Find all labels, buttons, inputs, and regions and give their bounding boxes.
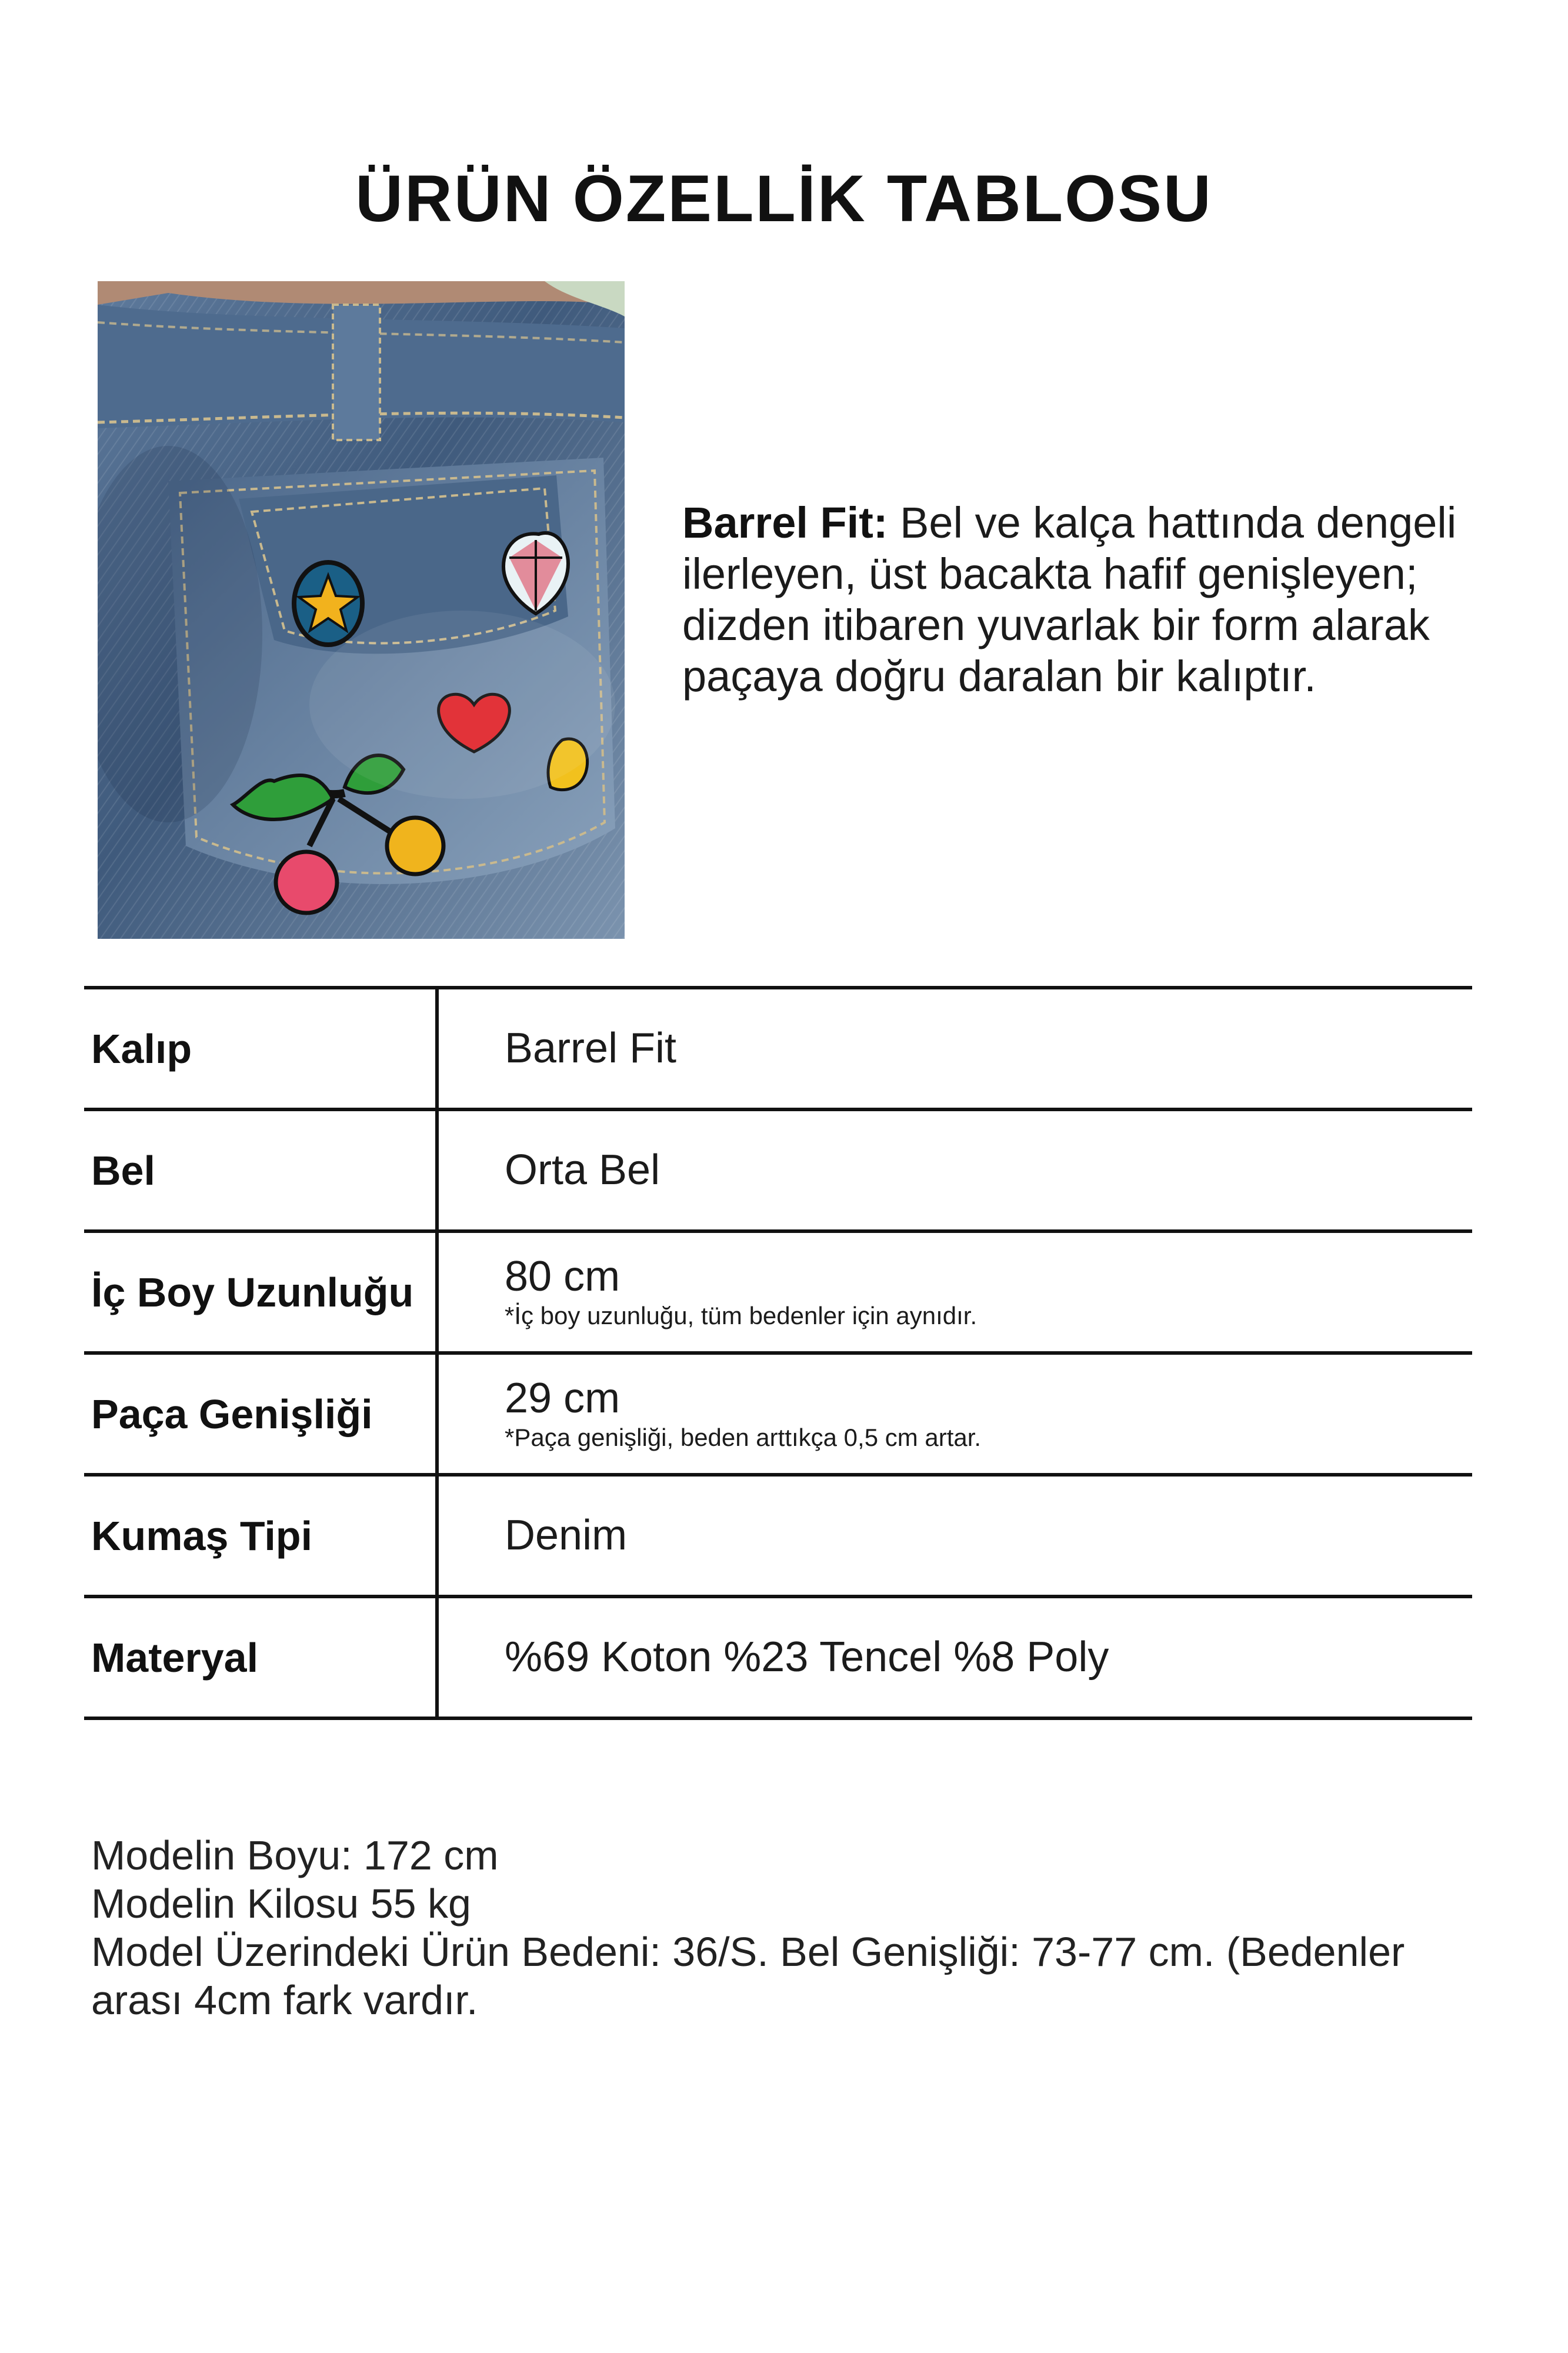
spec-label: Bel	[91, 1147, 155, 1194]
column-divider	[435, 1598, 439, 1717]
column-divider	[435, 1233, 439, 1351]
product-photo	[98, 281, 625, 939]
fit-description-text: Bel ve kalça hattında dengeli ilerleyen, üst bacakta hafif genişleyen; dizden itibaren yuvarlak bir form alarak paçaya doğru daralan bir kalıptır.	[682, 498, 1457, 701]
model-weight: Modelin Kilosu 55 kg	[91, 1881, 471, 1927]
spec-label: Kalıp	[91, 1025, 192, 1072]
model-height: Modelin Boyu: 172 cm	[91, 1832, 499, 1878]
spec-label: Paça Genişliği	[91, 1391, 373, 1437]
spec-label: İç Boy Uzunluğu	[91, 1269, 414, 1315]
spec-label: Materyal	[91, 1634, 259, 1681]
spec-row-kumas	[84, 1477, 1472, 1598]
spec-value-cell	[505, 1355, 981, 1473]
column-divider	[435, 1355, 439, 1473]
column-divider	[435, 989, 439, 1108]
spec-table	[84, 986, 1472, 1720]
spec-value: 29 cm	[505, 1374, 620, 1422]
spec-value-cell	[505, 1477, 627, 1595]
spec-value-cell	[505, 1233, 977, 1351]
spec-row-paca	[84, 1355, 1472, 1477]
model-info	[91, 1831, 1491, 2024]
spec-note: *İç boy uzunluğu, tüm bedenler için aynıdır.	[505, 1301, 978, 1329]
spec-value-cell	[505, 1111, 660, 1229]
column-divider	[435, 1111, 439, 1229]
spec-value-cell	[505, 1598, 1109, 1717]
model-size: Model Üzerindeki Ürün Bedeni: 36/S. Bel Genişliği: 73-77 cm. (Bedenler arası 4cm fark vardır.	[91, 1929, 1416, 2023]
spec-value: %69 Koton %23 Tencel %8 Poly	[505, 1633, 1109, 1681]
fit-description	[682, 497, 1506, 702]
spec-value: 80 cm	[505, 1252, 620, 1300]
spec-value: Denim	[505, 1511, 628, 1559]
spec-row-ic-boy	[84, 1233, 1472, 1355]
spec-note: *Paça genişliği, beden arttıkça 0,5 cm artar.	[505, 1423, 982, 1451]
spec-row-kalip	[84, 989, 1472, 1111]
spec-row-bel	[84, 1111, 1472, 1233]
page-title: ÜRÜN ÖZELLİK TABLOSU	[355, 162, 1213, 235]
column-divider	[435, 1477, 439, 1595]
spec-label: Kumaş Tipi	[91, 1512, 313, 1559]
spec-value-cell	[505, 989, 676, 1108]
spec-value: Barrel Fit	[505, 1024, 677, 1072]
spec-value: Orta Bel	[505, 1146, 660, 1194]
spec-row-materyal	[84, 1598, 1472, 1720]
fit-description-label: Barrel Fit:	[682, 498, 888, 547]
